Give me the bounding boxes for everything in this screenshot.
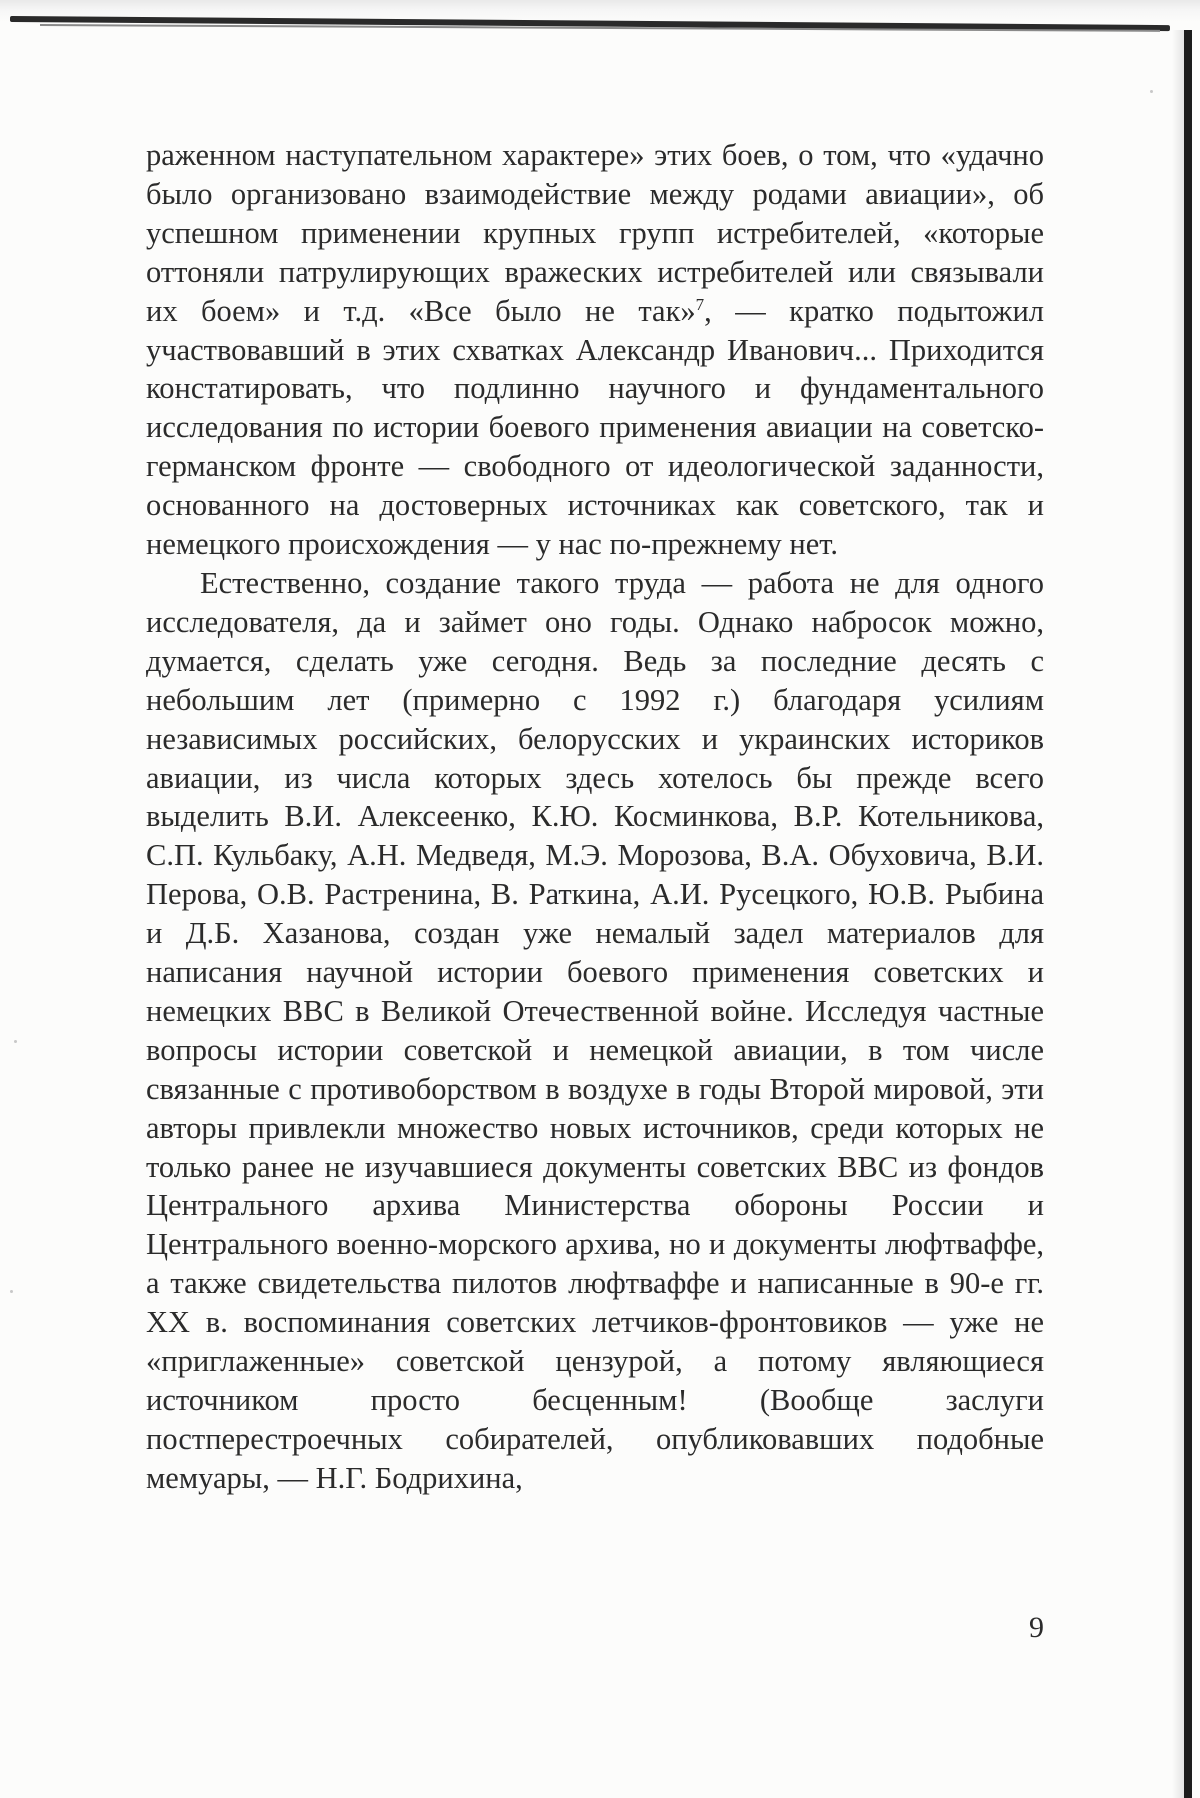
scan-speck [14, 1040, 17, 1043]
paragraph-1-text-b: , — кратко подытожил участвовавший в этих схватках Александр Иванович... Приходится констатировать, что подлинно научного и фундаментального исследования по истории боевого применения авиации на советско-германском фронте — свободного от идеологической заданности, основанного на достоверных источниках как советского, так и немецкого происхождения — у нас по-прежнему нет. [146, 293, 1044, 562]
scan-right-edge [1184, 30, 1192, 1798]
page-number: 9 [1029, 1611, 1044, 1644]
paragraph-2: Естественно, создание такого труда — работа не для одного исследователя, да и займет оно годы. Однако набросок можно, думается, сделать уже сегодня. Ведь за последние десять с небольшим лет (примерно с 1992 г.) благодаря усилиям независимых российских, белорусских и украинских историков авиации, из числа которых здесь хотелось бы прежде всего выделить В.И. Алексеенко, К.Ю. Косминкова, В.Р. Котельникова, С.П. Кульбаку, А.Н. Медведя, М.Э. Морозова, В.А. Обуховича, В.И. Перова, О.В. Растренина, В. Раткина, А.И. Русецкого, Ю.В. Рыбина и Д.Б. Хазанова, создан уже немалый задел материалов для написания научной истории боевого применения советских и немецких ВВС в Великой Отечественной войне. Исследуя частные вопросы истории советской и немецкой авиации, в том числе связанные с противоборством в воздухе в годы Второй мировой, эти авторы привлекли множество новых источников, среди которых не только ранее не изучавшиеся документы советских ВВС из фондов Центрального архива Министерства обороны России и Центрального военно-морского архива, но и документы люфтваффе, а также свидетельства пилотов люфтваффе и написанные в 90-е гг. XX в. воспоминания советских летчиков-фронтовиков — уже не «приглаженные» советской цензурой, а потому являющиеся источником просто бесценным! (Вообще заслуги постперестроечных собирателей, опубликовавших подобные мемуары, — Н.Г. Бодрихина, [146, 565, 1044, 1495]
scan-speck [10, 1290, 13, 1293]
scan-speck [1150, 90, 1153, 93]
footnote-reference: 7 [695, 294, 705, 314]
scan-right-edge-shadow [1172, 30, 1184, 1798]
paragraph-1-text-a: раженном наступательном характере» этих боев, о том, что «удачно было организовано взаимодействие между родами авиации», об успешном применении крупных групп истребителей, «которые оттоняли патрулирующих вражеских истребителей или связывали их боем» и т.д. «Все было не так» [146, 138, 1044, 328]
paragraph-1 [146, 136, 1044, 564]
body-text [146, 136, 1044, 1498]
